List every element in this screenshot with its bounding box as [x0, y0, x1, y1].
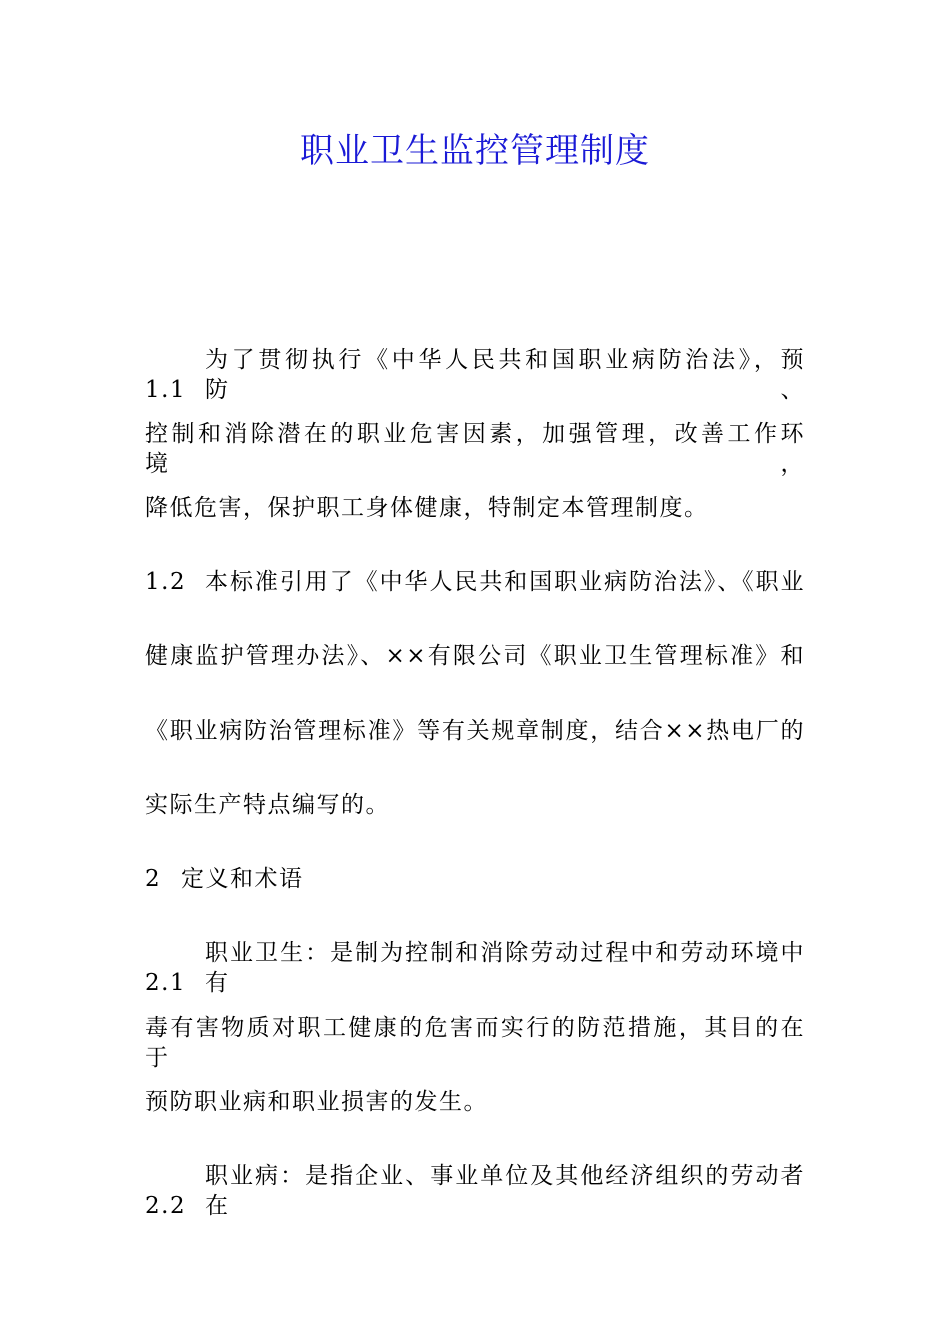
clause-number: 2.2: [145, 1193, 187, 1219]
line-text: 实际生产特点编写的。: [145, 792, 390, 818]
paragraph-line: [145, 641, 825, 671]
paragraph-line-1-1: [145, 345, 825, 405]
section-title: 定义和术语: [181, 866, 304, 892]
paragraph-line-2-1: [145, 938, 825, 998]
paragraph-line-1-2: [145, 567, 825, 597]
paragraph-line-2-2: [145, 1161, 825, 1221]
line-text: 毒有害物质对职工健康的危害而实行的防范措施，其目的在于: [145, 1015, 805, 1071]
paragraph-line: [145, 419, 825, 479]
paragraph-line: [145, 1087, 825, 1117]
line-text: 本标准引用了《中华人民共和国职业病防治法》、《职业: [205, 569, 805, 595]
line-text: 控制和消除潜在的职业危害因素，加强管理，改善工作环境，: [145, 421, 805, 477]
line-text: 健康监护管理办法》、××有限公司《职业卫生管理标准》和: [145, 643, 805, 669]
paragraph-line: [145, 493, 825, 523]
section-heading-2: [145, 864, 825, 894]
line-text: 为了贯彻执行《中华人民共和国职业病防治法》，预防、: [205, 347, 805, 403]
clause-number: 1.2: [145, 569, 187, 595]
section-number: 2: [145, 866, 162, 892]
clause-number: 2.1: [145, 970, 187, 996]
line-text: 职业病：是指企业、事业单位及其他经济组织的劳动者在: [205, 1163, 805, 1219]
line-text: 预防职业病和职业损害的发生。: [145, 1089, 488, 1115]
clause-number: 1.1: [145, 377, 187, 403]
paragraph-line: [145, 716, 825, 746]
line-text: 降低危害，保护职工身体健康，特制定本管理制度。: [145, 495, 709, 521]
document-title: 职业卫生监控管理制度: [300, 131, 650, 171]
line-text: 《职业病防治管理标准》等有关规章制度，结合××热电厂的: [145, 718, 805, 744]
line-text: 职业卫生：是制为控制和消除劳动过程中和劳动环境中有: [205, 940, 805, 996]
paragraph-line: [145, 1013, 825, 1073]
paragraph-line: [145, 790, 825, 820]
